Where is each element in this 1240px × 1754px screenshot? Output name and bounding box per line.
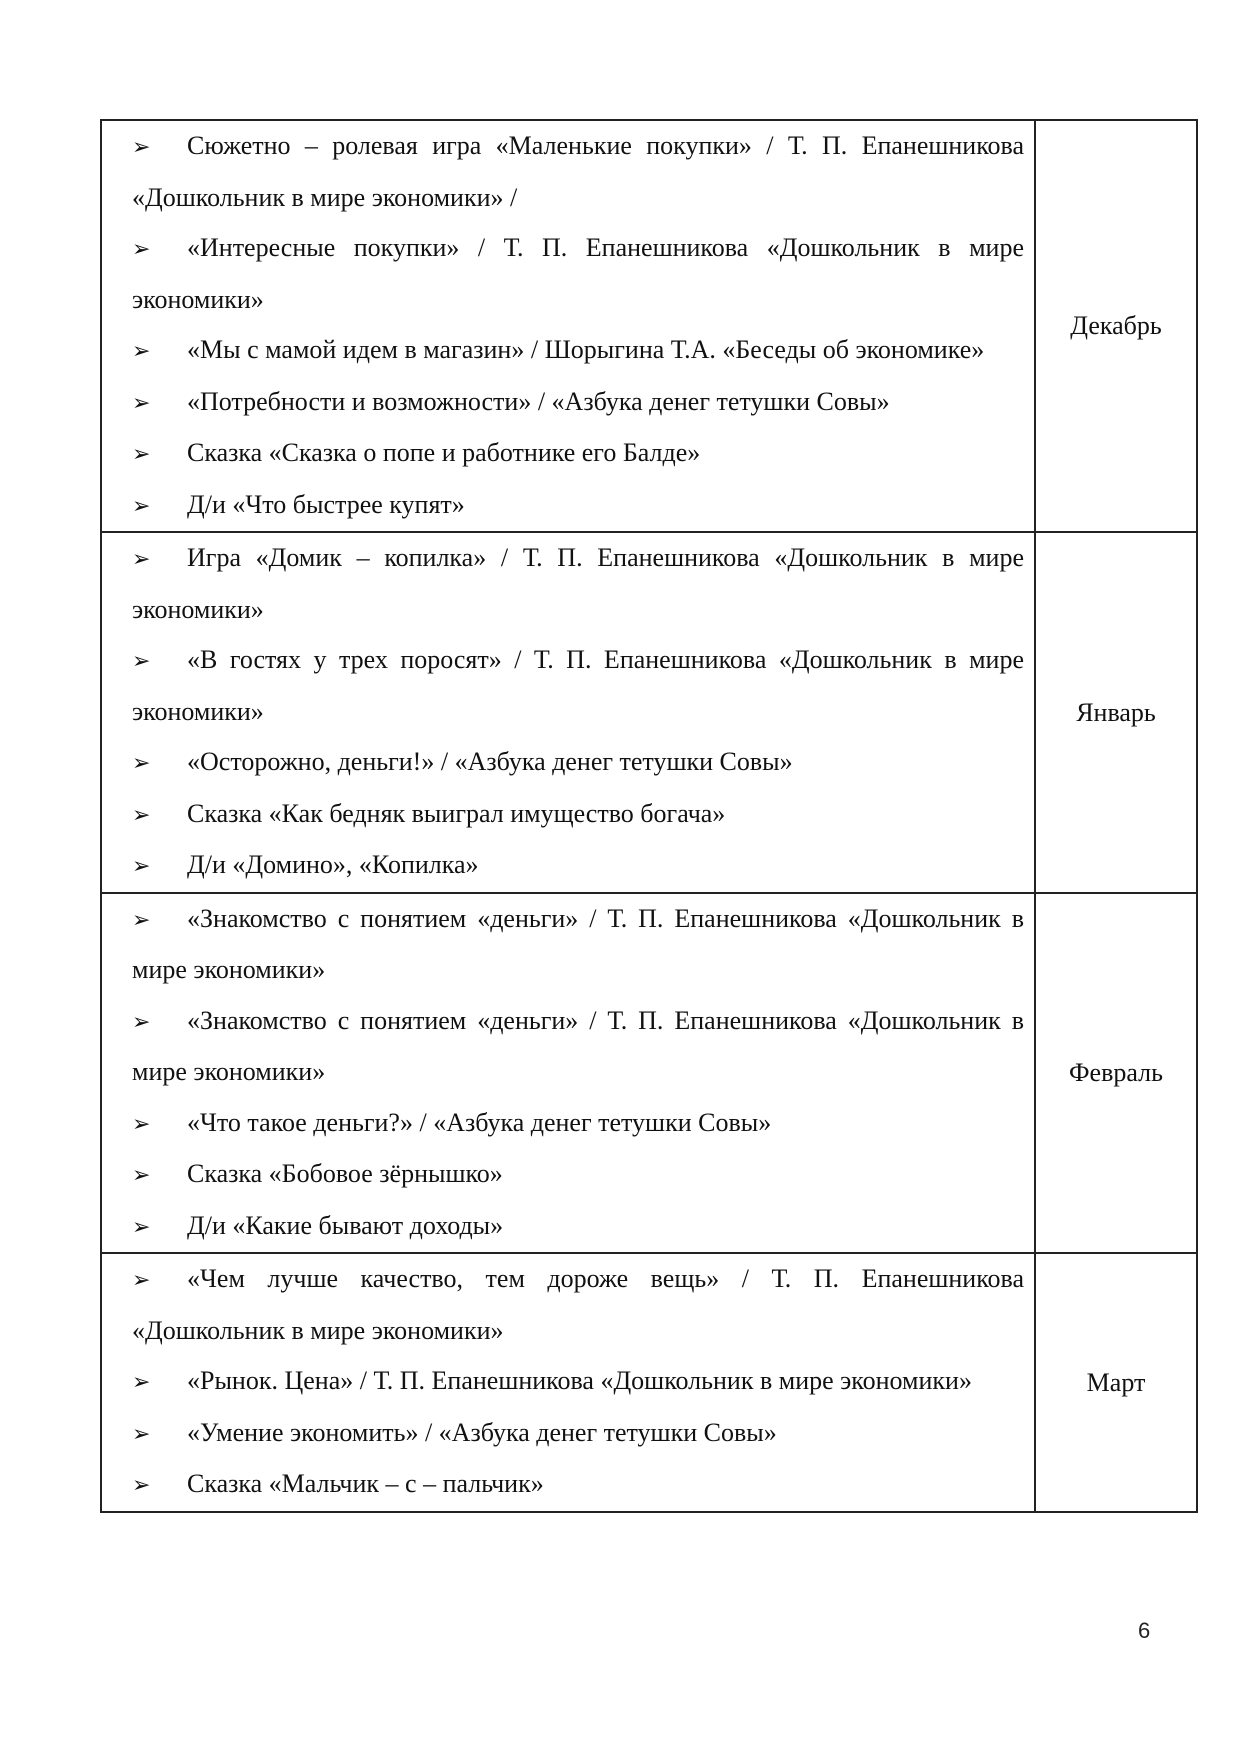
arrow-bullet-icon: ➢	[132, 648, 151, 673]
list-item-text: «Мы с мамой идем в магазин» / Шорыгина Т.А. «Беседы об экономике»	[187, 335, 985, 364]
list-item-text: Сюжетно – ролевая игра «Маленькие покупки» / Т. П. Епанешникова «Дошкольник в мире экономики» /	[132, 131, 1024, 212]
list-item-text: «Интересные покупки» / Т. П. Епанешникова «Дошкольник в мире экономики»	[132, 233, 1024, 314]
list-item	[132, 635, 1024, 737]
list-item-text: Сказка «Мальчик – с – пальчик»	[187, 1469, 544, 1498]
arrow-bullet-icon: ➢	[132, 492, 151, 518]
list-item	[132, 1149, 1024, 1201]
list-item	[132, 1356, 1024, 1408]
arrow-bullet-icon: ➢	[132, 338, 151, 363]
list-item	[132, 1098, 1024, 1150]
list-item	[132, 428, 1024, 480]
list-item-text: «Что такое деньги?» / «Азбука денег тетушки Совы»	[187, 1107, 772, 1137]
arrow-bullet-icon: ➢	[132, 236, 151, 261]
list-item	[132, 1201, 1024, 1253]
arrow-bullet-icon: ➢	[132, 1110, 151, 1136]
list-item	[132, 894, 1024, 996]
arrow-bullet-icon: ➢	[132, 906, 151, 932]
list-item-text: «Знакомство с понятием «деньги» / Т. П. Епанешникова «Дошкольник в мире экономики»	[132, 903, 1024, 984]
list-item-text: Д/и «Домино», «Копилка»	[187, 850, 479, 879]
arrow-bullet-icon: ➢	[132, 1213, 151, 1239]
activity-plan-table	[100, 119, 1198, 1513]
arrow-bullet-icon: ➢	[132, 853, 151, 878]
arrow-bullet-icon: ➢	[132, 1472, 151, 1497]
list-item-text: «Знакомство с понятием «деньги» / Т. П. Епанешникова «Дошкольник в мире экономики»	[132, 1005, 1024, 1086]
list-item	[132, 377, 1024, 429]
arrow-bullet-icon: ➢	[132, 1008, 151, 1034]
arrow-bullet-icon: ➢	[132, 750, 151, 775]
list-item	[132, 1408, 1024, 1460]
activities-cell	[101, 532, 1035, 893]
list-item-text: «Осторожно, деньги!» / «Азбука денег тетушки Совы»	[187, 747, 793, 776]
page-number: 6	[1138, 1618, 1151, 1643]
list-item	[132, 996, 1024, 1098]
arrow-bullet-icon: ➢	[132, 441, 151, 466]
list-item-text: Д/и «Что быстрее купят»	[187, 489, 465, 519]
list-item	[132, 840, 1024, 892]
list-item	[132, 121, 1024, 223]
list-item-text: Сказка «Сказка о попе и работнике его Балде»	[187, 438, 701, 467]
arrow-bullet-icon: ➢	[132, 546, 151, 571]
list-item	[132, 1254, 1024, 1356]
table-row	[101, 1253, 1197, 1512]
list-item-text: Игра «Домик – копилка» / Т. П. Епанешникова «Дошкольник в мире экономики»	[132, 543, 1024, 624]
arrow-bullet-icon: ➢	[132, 134, 151, 159]
list-item	[132, 789, 1024, 841]
arrow-bullet-icon: ➢	[132, 801, 151, 827]
table-row	[101, 893, 1197, 1254]
month-cell: Декабрь	[1035, 120, 1197, 532]
list-item-text: «Рынок. Цена» / Т. П. Епанешникова «Дошкольник в мире экономики»	[187, 1366, 972, 1395]
month-cell: Март	[1035, 1253, 1197, 1512]
list-item-text: «В гостях у трех поросят» / Т. П. Епанешникова «Дошкольник в мире экономики»	[132, 645, 1024, 726]
list-item	[132, 737, 1024, 789]
arrow-bullet-icon: ➢	[132, 1369, 151, 1394]
arrow-bullet-icon: ➢	[132, 1162, 151, 1187]
table-row	[101, 120, 1197, 532]
list-item-text: Сказка «Бобовое зёрнышко»	[187, 1159, 503, 1188]
activities-cell	[101, 893, 1035, 1254]
list-item-text: «Потребности и возможности» / «Азбука денег тетушки Совы»	[187, 386, 890, 416]
list-item	[132, 223, 1024, 325]
arrow-bullet-icon: ➢	[132, 389, 151, 415]
month-cell: Январь	[1035, 532, 1197, 893]
table-row	[101, 532, 1197, 893]
arrow-bullet-icon: ➢	[132, 1420, 151, 1446]
list-item-text: Д/и «Какие бывают доходы»	[187, 1210, 504, 1240]
list-item	[132, 1459, 1024, 1511]
list-item-text: «Чем лучше качество, тем дороже вещь» / Т. П. Епанешникова «Дошкольник в мире экономики»	[132, 1264, 1024, 1345]
month-cell: Февраль	[1035, 893, 1197, 1254]
list-item	[132, 325, 1024, 377]
list-item-text: Сказка «Как бедняк выиграл имущество богача»	[187, 798, 726, 828]
list-item	[132, 480, 1024, 532]
list-item-text: «Умение экономить» / «Азбука денег тетушки Совы»	[187, 1417, 777, 1447]
activities-cell	[101, 1253, 1035, 1512]
arrow-bullet-icon: ➢	[132, 1267, 151, 1292]
activities-cell	[101, 120, 1035, 532]
list-item	[132, 533, 1024, 635]
